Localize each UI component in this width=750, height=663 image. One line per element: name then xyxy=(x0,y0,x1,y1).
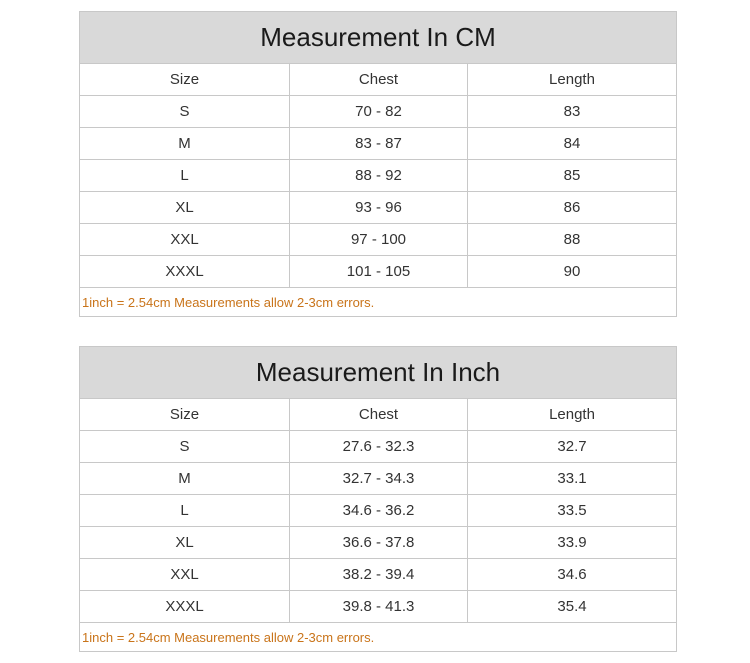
chest-cell: 101 - 105 xyxy=(290,256,468,288)
size-cell: XXL xyxy=(80,224,290,256)
length-cell: 34.6 xyxy=(468,559,677,591)
table-row xyxy=(80,160,677,192)
size-cell: XXL xyxy=(80,559,290,591)
size-cell: M xyxy=(80,463,290,495)
length-cell: 35.4 xyxy=(468,591,677,623)
size-cell: XXXL xyxy=(80,591,290,623)
size-cell: M xyxy=(80,128,290,160)
column-header-size: Size xyxy=(80,64,290,96)
measurement-note: 1inch = 2.54cm Measurements allow 2-3cm errors. xyxy=(80,623,677,652)
column-header-length: Length xyxy=(468,399,677,431)
chest-cell: 38.2 - 39.4 xyxy=(290,559,468,591)
chest-cell: 32.7 - 34.3 xyxy=(290,463,468,495)
chest-cell: 88 - 92 xyxy=(290,160,468,192)
table-row xyxy=(80,591,677,623)
table-row xyxy=(80,463,677,495)
length-cell: 32.7 xyxy=(468,431,677,463)
table-row xyxy=(80,495,677,527)
table-row xyxy=(80,256,677,288)
length-cell: 90 xyxy=(468,256,677,288)
header-row xyxy=(80,64,677,96)
table-row xyxy=(80,527,677,559)
length-cell: 83 xyxy=(468,96,677,128)
chest-cell: 39.8 - 41.3 xyxy=(290,591,468,623)
table-row xyxy=(80,224,677,256)
column-header-chest: Chest xyxy=(290,399,468,431)
table-row xyxy=(80,559,677,591)
table-row xyxy=(80,128,677,160)
size-cell: XL xyxy=(80,192,290,224)
chest-cell: 34.6 - 36.2 xyxy=(290,495,468,527)
size-cell: S xyxy=(80,96,290,128)
table-row xyxy=(80,96,677,128)
column-header-chest: Chest xyxy=(290,64,468,96)
column-header-size: Size xyxy=(80,399,290,431)
table-row xyxy=(80,192,677,224)
chest-cell: 93 - 96 xyxy=(290,192,468,224)
size-cell: L xyxy=(80,495,290,527)
length-cell: 84 xyxy=(468,128,677,160)
size-chart-cm xyxy=(79,11,677,317)
measurement-note: 1inch = 2.54cm Measurements allow 2-3cm errors. xyxy=(80,288,677,317)
length-cell: 86 xyxy=(468,192,677,224)
chest-cell: 70 - 82 xyxy=(290,96,468,128)
size-cell: XXXL xyxy=(80,256,290,288)
length-cell: 85 xyxy=(468,160,677,192)
column-header-length: Length xyxy=(468,64,677,96)
length-cell: 33.9 xyxy=(468,527,677,559)
table-row xyxy=(80,431,677,463)
length-cell: 33.1 xyxy=(468,463,677,495)
length-cell: 33.5 xyxy=(468,495,677,527)
chest-cell: 27.6 - 32.3 xyxy=(290,431,468,463)
chest-cell: 83 - 87 xyxy=(290,128,468,160)
table-title: Measurement In Inch xyxy=(80,347,677,399)
table-title: Measurement In CM xyxy=(80,12,677,64)
chest-cell: 97 - 100 xyxy=(290,224,468,256)
size-cell: S xyxy=(80,431,290,463)
size-chart-inch xyxy=(79,346,677,652)
length-cell: 88 xyxy=(468,224,677,256)
header-row xyxy=(80,399,677,431)
chest-cell: 36.6 - 37.8 xyxy=(290,527,468,559)
size-cell: XL xyxy=(80,527,290,559)
size-cell: L xyxy=(80,160,290,192)
